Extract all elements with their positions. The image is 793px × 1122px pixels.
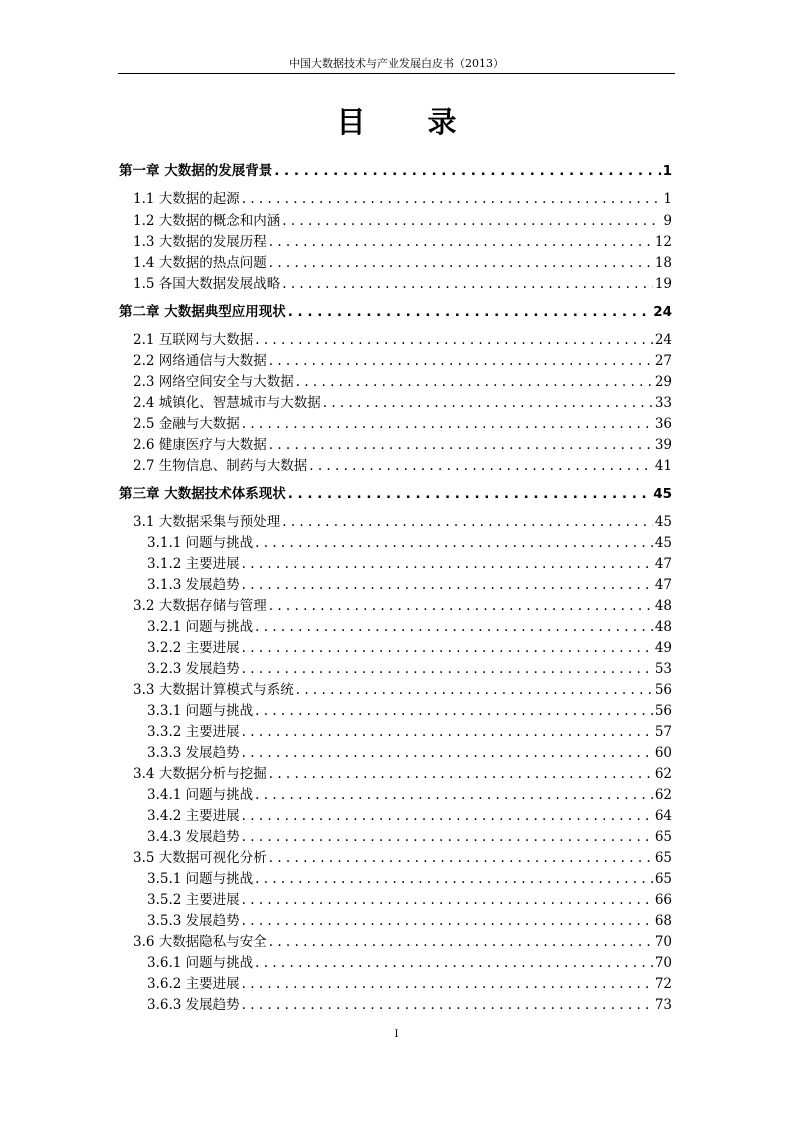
toc-entry-page: 56 [654, 682, 672, 698]
toc-section-entry[interactable] [0, 595, 793, 615]
toc-entry-label: 3.3.2 主要进展 [147, 724, 240, 740]
toc-section-entry[interactable] [0, 931, 793, 951]
toc-entry-label: 1.5 各国大数据发展战略 [133, 276, 281, 292]
toc-entry-page: 56 [654, 703, 672, 719]
toc-entry-page: 39 [654, 437, 672, 453]
toc-entry-label: 3.5.2 主要进展 [147, 892, 240, 908]
toc-leader-dots [288, 303, 652, 321]
toc-entry-page: 27 [654, 353, 672, 369]
toc-chapter-entry[interactable] [0, 301, 793, 321]
toc-entry-page: 12 [654, 234, 672, 250]
toc-subsection-entry[interactable] [0, 574, 793, 594]
toc-leader-dots [269, 436, 653, 454]
toc-section-entry[interactable] [0, 455, 793, 475]
toc-entry-label: 第一章 大数据的发展背景 [119, 163, 273, 179]
toc-entry-label: 3.2.2 主要进展 [147, 640, 240, 656]
toc-entry-page: 62 [654, 787, 672, 803]
toc-entry-label: 3.6.1 问题与挑战 [147, 955, 254, 971]
toc-entry-label: 3.4.3 发展趋势 [147, 829, 240, 845]
toc-subsection-entry[interactable] [0, 826, 793, 846]
toc-leader-dots [274, 162, 660, 180]
toc-entry-label: 3.4.1 问题与挑战 [147, 787, 254, 803]
toc-entry-page: 48 [654, 598, 672, 614]
toc-subsection-entry[interactable] [0, 973, 793, 993]
toc-entry-page: 70 [654, 934, 672, 950]
toc-section-entry[interactable] [0, 252, 793, 272]
toc-section-entry[interactable] [0, 392, 793, 412]
toc-chapter-entry[interactable] [0, 160, 793, 180]
toc-leader-dots [282, 513, 653, 531]
toc-entry-label: 3.3 大数据计算模式与系统 [133, 682, 294, 698]
toc-leader-dots [323, 394, 653, 412]
toc-entry-page: 24 [653, 304, 672, 320]
toc-entry-label: 3.1 大数据采集与预处理 [133, 514, 281, 530]
toc-section-entry[interactable] [0, 847, 793, 867]
toc-leader-dots [309, 457, 653, 475]
toc-leader-dots [282, 212, 661, 230]
toc-leader-dots [242, 190, 662, 208]
toc-section-entry[interactable] [0, 273, 793, 293]
toc-subsection-entry[interactable] [0, 616, 793, 636]
toc-leader-dots [255, 954, 653, 972]
toc-entry-page: 24 [654, 332, 672, 348]
toc-entry-label: 2.6 健康医疗与大数据 [133, 437, 267, 453]
toc-entry-label: 3.2.3 发展趋势 [147, 661, 240, 677]
toc-entry-label: 3.1.1 问题与挑战 [147, 535, 254, 551]
toc-leader-dots [242, 723, 653, 741]
toc-entry-page: 49 [654, 640, 672, 656]
toc-entry-label: 3.1.3 发展趋势 [147, 577, 240, 593]
toc-entry-label: 3.5.1 问题与挑战 [147, 871, 254, 887]
toc-entry-page: 45 [654, 514, 672, 530]
toc-section-entry[interactable] [0, 763, 793, 783]
toc-entry-label: 3.2 大数据存储与管理 [133, 598, 267, 614]
toc-entry-page: 47 [654, 577, 672, 593]
toc-leader-dots [242, 912, 653, 930]
toc-section-entry[interactable] [0, 679, 793, 699]
toc-entry-label: 3.1.2 主要进展 [147, 556, 240, 572]
toc-section-entry[interactable] [0, 210, 793, 230]
toc-entry-label: 3.2.1 问题与挑战 [147, 619, 254, 635]
toc-section-entry[interactable] [0, 413, 793, 433]
toc-entry-label: 1.1 大数据的起源 [133, 191, 240, 207]
toc-entry-label: 1.3 大数据的发展历程 [133, 234, 267, 250]
toc-leader-dots [255, 618, 653, 636]
toc-subsection-entry[interactable] [0, 721, 793, 741]
toc-subsection-entry[interactable] [0, 532, 793, 552]
running-header: 中国大数据技术与产业发展白皮书（2013） [289, 57, 504, 70]
toc-leader-dots [255, 786, 653, 804]
toc-leader-dots [269, 352, 653, 370]
toc-leader-dots [296, 681, 653, 699]
toc-entry-label: 1.4 大数据的热点问题 [133, 255, 267, 271]
toc-leader-dots [282, 275, 653, 293]
toc-subsection-entry[interactable] [0, 658, 793, 678]
toc-entry-label: 2.2 网络通信与大数据 [133, 353, 267, 369]
toc-leader-dots [255, 870, 653, 888]
toc-section-entry[interactable] [0, 511, 793, 531]
toc-leader-dots [242, 415, 653, 433]
toc-leader-dots [269, 233, 653, 251]
toc-subsection-entry[interactable] [0, 637, 793, 657]
toc-entry-page: 33 [654, 395, 672, 411]
toc-entry-page: 9 [663, 213, 672, 229]
toc-leader-dots [242, 660, 653, 678]
toc-subsection-entry[interactable] [0, 805, 793, 825]
toc-chapter-entry[interactable] [0, 483, 793, 503]
toc-subsection-entry[interactable] [0, 742, 793, 762]
toc-leader-dots [269, 849, 653, 867]
page-title: 目 录 [336, 105, 483, 139]
toc-subsection-entry[interactable] [0, 952, 793, 972]
toc-entry-label: 3.6 大数据隐私与安全 [133, 934, 267, 950]
toc-leader-dots [269, 597, 653, 615]
toc-subsection-entry[interactable] [0, 994, 793, 1014]
toc-section-entry[interactable] [0, 231, 793, 251]
toc-leader-dots [242, 828, 653, 846]
toc-entry-page: 36 [654, 416, 672, 432]
toc-leader-dots [242, 807, 653, 825]
toc-entry-page: 1 [662, 163, 672, 179]
toc-leader-dots [242, 996, 653, 1014]
toc-entry-label: 第三章 大数据技术体系现状 [119, 486, 286, 502]
toc-entry-page: 70 [654, 955, 672, 971]
toc-entry-page: 41 [654, 458, 672, 474]
toc-entry-label: 3.5.3 发展趋势 [147, 913, 240, 929]
toc-entry-page: 1 [663, 191, 672, 207]
toc-entry-page: 19 [654, 276, 672, 292]
toc-entry-label: 2.7 生物信息、制药与大数据 [133, 458, 308, 474]
toc-entry-label: 3.4.2 主要进展 [147, 808, 240, 824]
toc-entry-page: 73 [654, 997, 672, 1013]
toc-entry-label: 1.2 大数据的概念和内涵 [133, 213, 281, 229]
toc-entry-page: 68 [654, 913, 672, 929]
toc-subsection-entry[interactable] [0, 700, 793, 720]
toc-entry-page: 62 [654, 766, 672, 782]
toc-entry-page: 53 [654, 661, 672, 677]
toc-leader-dots [242, 576, 653, 594]
toc-entry-label: 2.5 金融与大数据 [133, 416, 240, 432]
toc-entry-page: 45 [653, 486, 672, 502]
toc-entry-label: 3.3.3 发展趋势 [147, 745, 240, 761]
toc-entry-page: 65 [654, 871, 672, 887]
toc-entry-page: 57 [654, 724, 672, 740]
toc-entry-page: 45 [654, 535, 672, 551]
toc-leader-dots [288, 485, 652, 503]
toc-entry-label: 2.3 网络空间安全与大数据 [133, 374, 294, 390]
toc-entry-label: 2.1 互联网与大数据 [133, 332, 254, 348]
toc-leader-dots [269, 765, 653, 783]
toc-entry-page: 47 [654, 556, 672, 572]
toc-leader-dots [242, 555, 653, 573]
toc-leader-dots [296, 373, 653, 391]
toc-section-entry[interactable] [0, 371, 793, 391]
toc-entry-label: 3.6.3 发展趋势 [147, 997, 240, 1013]
toc-subsection-entry[interactable] [0, 889, 793, 909]
toc-entry-page: 72 [654, 976, 672, 992]
toc-section-entry[interactable] [0, 188, 793, 208]
toc-subsection-entry[interactable] [0, 910, 793, 930]
toc-section-entry[interactable] [0, 434, 793, 454]
toc-leader-dots [269, 933, 653, 951]
toc-leader-dots [242, 975, 653, 993]
toc-leader-dots [242, 744, 653, 762]
toc-leader-dots [242, 891, 653, 909]
toc-subsection-entry[interactable] [0, 784, 793, 804]
toc-entry-page: 65 [654, 829, 672, 845]
toc-entry-label: 第二章 大数据典型应用现状 [119, 304, 286, 320]
toc-entry-page: 29 [654, 374, 672, 390]
toc-section-entry[interactable] [0, 350, 793, 370]
toc-leader-dots [255, 702, 653, 720]
toc-subsection-entry[interactable] [0, 868, 793, 888]
toc-entry-page: 64 [654, 808, 672, 824]
toc-subsection-entry[interactable] [0, 553, 793, 573]
toc-entry-page: 48 [654, 619, 672, 635]
toc-entry-label: 3.3.1 问题与挑战 [147, 703, 254, 719]
toc-leader-dots [269, 254, 653, 272]
toc-leader-dots [255, 534, 653, 552]
toc-entry-page: 65 [654, 850, 672, 866]
toc-entry-page: 60 [654, 745, 672, 761]
toc-entry-page: 66 [654, 892, 672, 908]
toc-leader-dots [255, 331, 653, 349]
toc-entry-label: 3.5 大数据可视化分析 [133, 850, 267, 866]
toc-section-entry[interactable] [0, 329, 793, 349]
toc-entry-label: 3.6.2 主要进展 [147, 976, 240, 992]
toc-leader-dots [242, 639, 653, 657]
toc-entry-label: 2.4 城镇化、智慧城市与大数据 [133, 395, 321, 411]
toc-entry-page: 18 [654, 255, 672, 271]
toc-entry-label: 3.4 大数据分析与挖掘 [133, 766, 267, 782]
page-number: I [394, 1029, 399, 1040]
